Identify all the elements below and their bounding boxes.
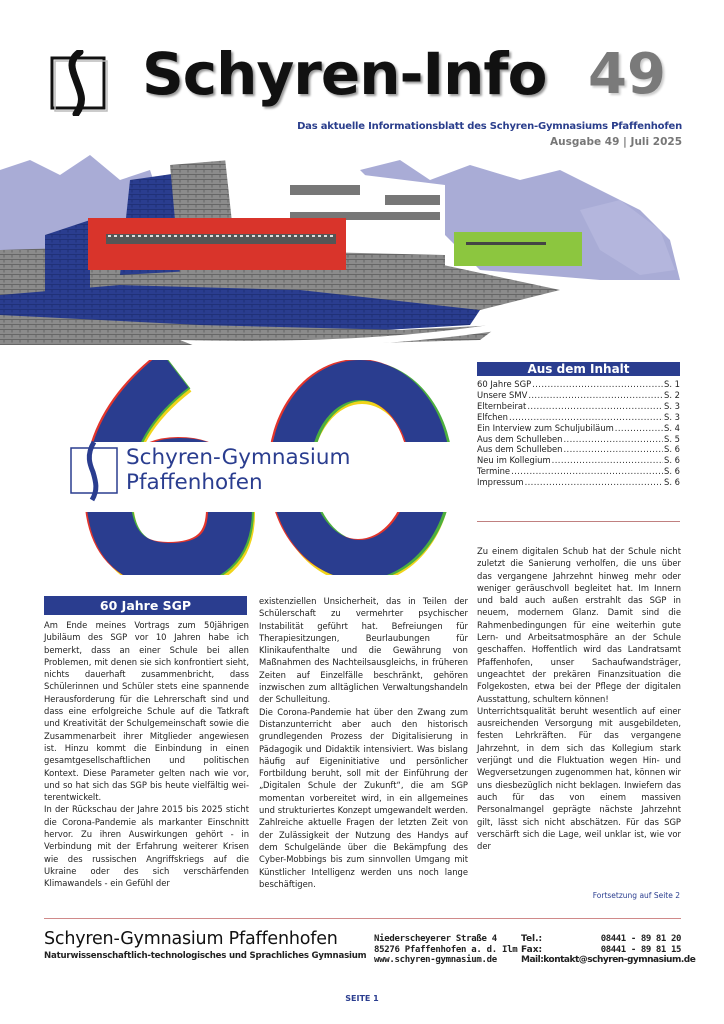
article-heading: 60 Jahre SGP	[44, 596, 247, 615]
school-s-logo-icon	[71, 442, 117, 500]
toc-item[interactable]	[477, 444, 680, 455]
newsletter-title: Schyren-Info	[142, 40, 547, 108]
footer-contact	[521, 934, 696, 966]
toc-item-label: Elternbeirat	[477, 400, 527, 411]
toc-item-label: Unsere SMV	[477, 389, 528, 400]
toc-item-page: S. 3	[664, 411, 680, 422]
toc-leader-dots	[528, 390, 663, 401]
newsletter-subtitle: Das aktuelle Informationsblatt des Schyren-Gymnasiums Pfaffenhofen	[297, 121, 682, 132]
toc-item-label: Impressum	[477, 477, 524, 488]
school-building-illustration	[0, 150, 724, 350]
toc-item-page: S. 6	[664, 477, 680, 488]
toc-item[interactable]	[477, 379, 680, 390]
article-column-2	[259, 595, 468, 890]
toc-item-page: S. 4	[664, 422, 680, 433]
toc-item-label: Elfchen	[477, 411, 508, 422]
page-number: SEITE 1	[345, 994, 379, 1003]
paragraph: existenziellen Unsicherheit, das in Teilen der Schülerschaft zu vermehrter psychischer Instabilität geführt hat. Befreiungen für Therapiesitzungen, Beurlaubungen für Klinikaufenthalte und die Gewährung von Maßnahmen des Nachteilsausgleichs, in früheren Zeiten auf Einzelfälle beschränkt, gehören inzwischen zum alltäglichen Verwaltungshandeln der Schulleitung.	[259, 596, 468, 705]
article-column-1	[44, 619, 249, 890]
toc-item-page: S. 6	[664, 466, 680, 477]
tel-label: Tel.:	[521, 934, 543, 944]
toc-leader-dots	[563, 434, 663, 445]
toc-item[interactable]	[477, 401, 680, 412]
footer-school-type: Naturwissenschaftlich-technologisches und Sprachliches Gymnasium	[44, 951, 367, 961]
toc-item-label: Termine	[477, 466, 511, 477]
toc-item[interactable]	[477, 412, 680, 423]
toc-item[interactable]	[477, 434, 680, 445]
schyren-logo-icon	[46, 50, 112, 116]
fax-number: 08441 - 89 81 15	[600, 944, 681, 955]
toc-item-label: Aus dem Schulleben	[477, 444, 563, 455]
email-link[interactable]: Mail:kontakt@schyren-gymnasium.de	[521, 955, 696, 965]
toc-item-label: Neu im Kollegium	[477, 455, 551, 466]
footer-address	[374, 934, 517, 966]
article-column-3	[477, 545, 681, 852]
toc-leader-dots	[532, 379, 663, 390]
toc-item-page: S. 6	[664, 455, 680, 466]
toc-item[interactable]	[477, 455, 680, 466]
footer-school-name: Schyren-Gymnasium Pfaffenhofen	[44, 929, 338, 949]
toc-leader-dots	[552, 455, 663, 466]
toc-item-page: S. 1	[664, 379, 680, 389]
paragraph: Am Ende meines Vortrags zum 50jährigen Jubiläum des SGP vor 10 Jahren habe ich bemerkt, dass an einer Schule bei allen Problemen, mit denen sie sich konfrontiert sieht, nichts dauerhaft zusammenbricht, dass Schülerinnen und Schüler stets eine spannende Herausforderung für die Lehrerschaft sind und dass eine erfolgreiche Schule auf die Tatkraft und Kreativität der Schulgemeinschaft sowie die Zusammenarbeit ihrer Mitglieder angewiesen ist. Hinzu kommt die Einbindung in einen gesamtgesellschaftlichen und politischen Kontext. Diese Parameter gelten nach wie vor, und so hat sich das SGP bis heute vielfältig weiterentwickelt.	[44, 620, 249, 803]
continued-link[interactable]: Fortsetzung auf Seite 2	[592, 891, 680, 900]
toc-item[interactable]	[477, 423, 680, 434]
school-name-line2: Pfaffenhofen	[126, 470, 263, 495]
toc-item-label: Aus dem Schulleben	[477, 433, 563, 444]
toc-item-page: S. 6	[664, 444, 680, 455]
table-of-contents	[477, 362, 680, 488]
toc-item-label: Ein Interview zum Schuljubiläum	[477, 422, 614, 433]
toc-item-page: S. 3	[664, 400, 680, 411]
tel-number[interactable]: 08441 - 89 81 20	[600, 934, 681, 944]
toc-list	[477, 379, 680, 488]
toc-leader-dots	[511, 466, 663, 477]
toc-item[interactable]	[477, 477, 680, 488]
paragraph: Zu einem digitalen Schub hat der Schule nicht zuletzt die Sanierung verholfen, die uns über das vergangene Jahrzehnt hinweg mehr oder weniger geräuschvoll begleitet hat. Im Innern und bald auch außen erstrahlt das SGP in neuem, modernem Glanz. Damit sind die Rahmenbedingungen für eine weiterhin gute Lern- und Arbeitsatmosphäre an der Schule geschaffen. Hoffentlich wird das Landratsamt Pfaffenhofen, unser Sachaufwandsträger, ungeachtet der prekären Finanzsituation die Folgekosten, etwa bei der Pflege der digitalen Ausstattung, schultern können!	[477, 546, 681, 704]
toc-leader-dots	[527, 401, 663, 412]
toc-leader-dots	[525, 477, 663, 488]
toc-item[interactable]	[477, 390, 680, 401]
school-name-line1: Schyren-Gymnasium	[126, 445, 351, 470]
edition-label: Ausgabe 49 | Juli 2025	[550, 136, 682, 148]
city: 85276 Pfaffenhofen a. d. Ilm	[374, 944, 518, 955]
toc-item[interactable]	[477, 466, 680, 477]
issue-number: 49	[588, 42, 666, 107]
website-link[interactable]: www.schyren-gymnasium.de	[374, 955, 497, 965]
divider	[477, 521, 680, 522]
street: Niederscheyerer Straße 4	[374, 934, 497, 944]
toc-leader-dots	[615, 423, 663, 434]
paragraph: Die Corona-Pandemie hat über den Zwang zum Distanzunterricht aber auch den historisch grundlegenden Prozess der Digitalisierung in Pädagogik und Didaktik intensiviert. Was bislang häufig auf Eigeninitiative und persönlicher Fortbildung beruht, soll mit der Einführung der „Digitalen Schule der Zukunft“, die am SGP momentan vorbereitet wird, in ein allgemeines und strukturiertes Konzept umgewandelt werden. Zahlreiche aktuelle Fragen der letzten Zeit von der Zulässigkeit der Nutzung des Handys auf dem Schulgelände über die Bekämpfung des Cyber-Mobbings bis zum sinnvollen Umgang mit Künstlicher Intelligenz werden uns noch lange beschäftigen.	[259, 706, 468, 889]
toc-leader-dots	[563, 444, 663, 455]
toc-leader-dots	[509, 412, 663, 423]
toc-heading: Aus dem Inhalt	[477, 362, 680, 376]
fax-label: Fax:	[521, 944, 543, 955]
toc-item-page: S. 2	[664, 389, 680, 400]
toc-item-page: S. 5	[664, 433, 680, 444]
paragraph: Unterrichtsqualität beruht wesentlich auf einer ausreichenden Versorgung mit ausgebildeten, festen Lehrkräften. Für das vergangene Jahrzehnt, in dem sich das Kollegium stark verjüngt und die Fluktuation wegen Hin- und Wegversetzungen zugenommen hat, können wir uns diesbezüglich nicht beklagen. Inwiefern das auch für das von einem massiven Personalmangel geprägte nächste Jahrzehnt gilt, lässt sich nicht abschätzen. Für das SGP verschärft sich die Lage, weil unklar ist, wie vor der	[477, 705, 681, 852]
toc-item-label: 60 Jahre SGP	[477, 379, 532, 389]
divider	[44, 918, 681, 919]
sixty-years-logo	[60, 360, 460, 575]
paragraph: In der Rückschau der Jahre 2015 bis 2025 sticht die Corona-Pandemie als markanter Einschnitt hervor. Zu ihren Auswirkungen gehört - in Verbindung mit der Erfahrung weiterer Krisen wie des russischen Angriffskriegs auf die Ukraine oder des sich verschärfenden Klimawandels - ein Gefühl der	[44, 804, 249, 889]
